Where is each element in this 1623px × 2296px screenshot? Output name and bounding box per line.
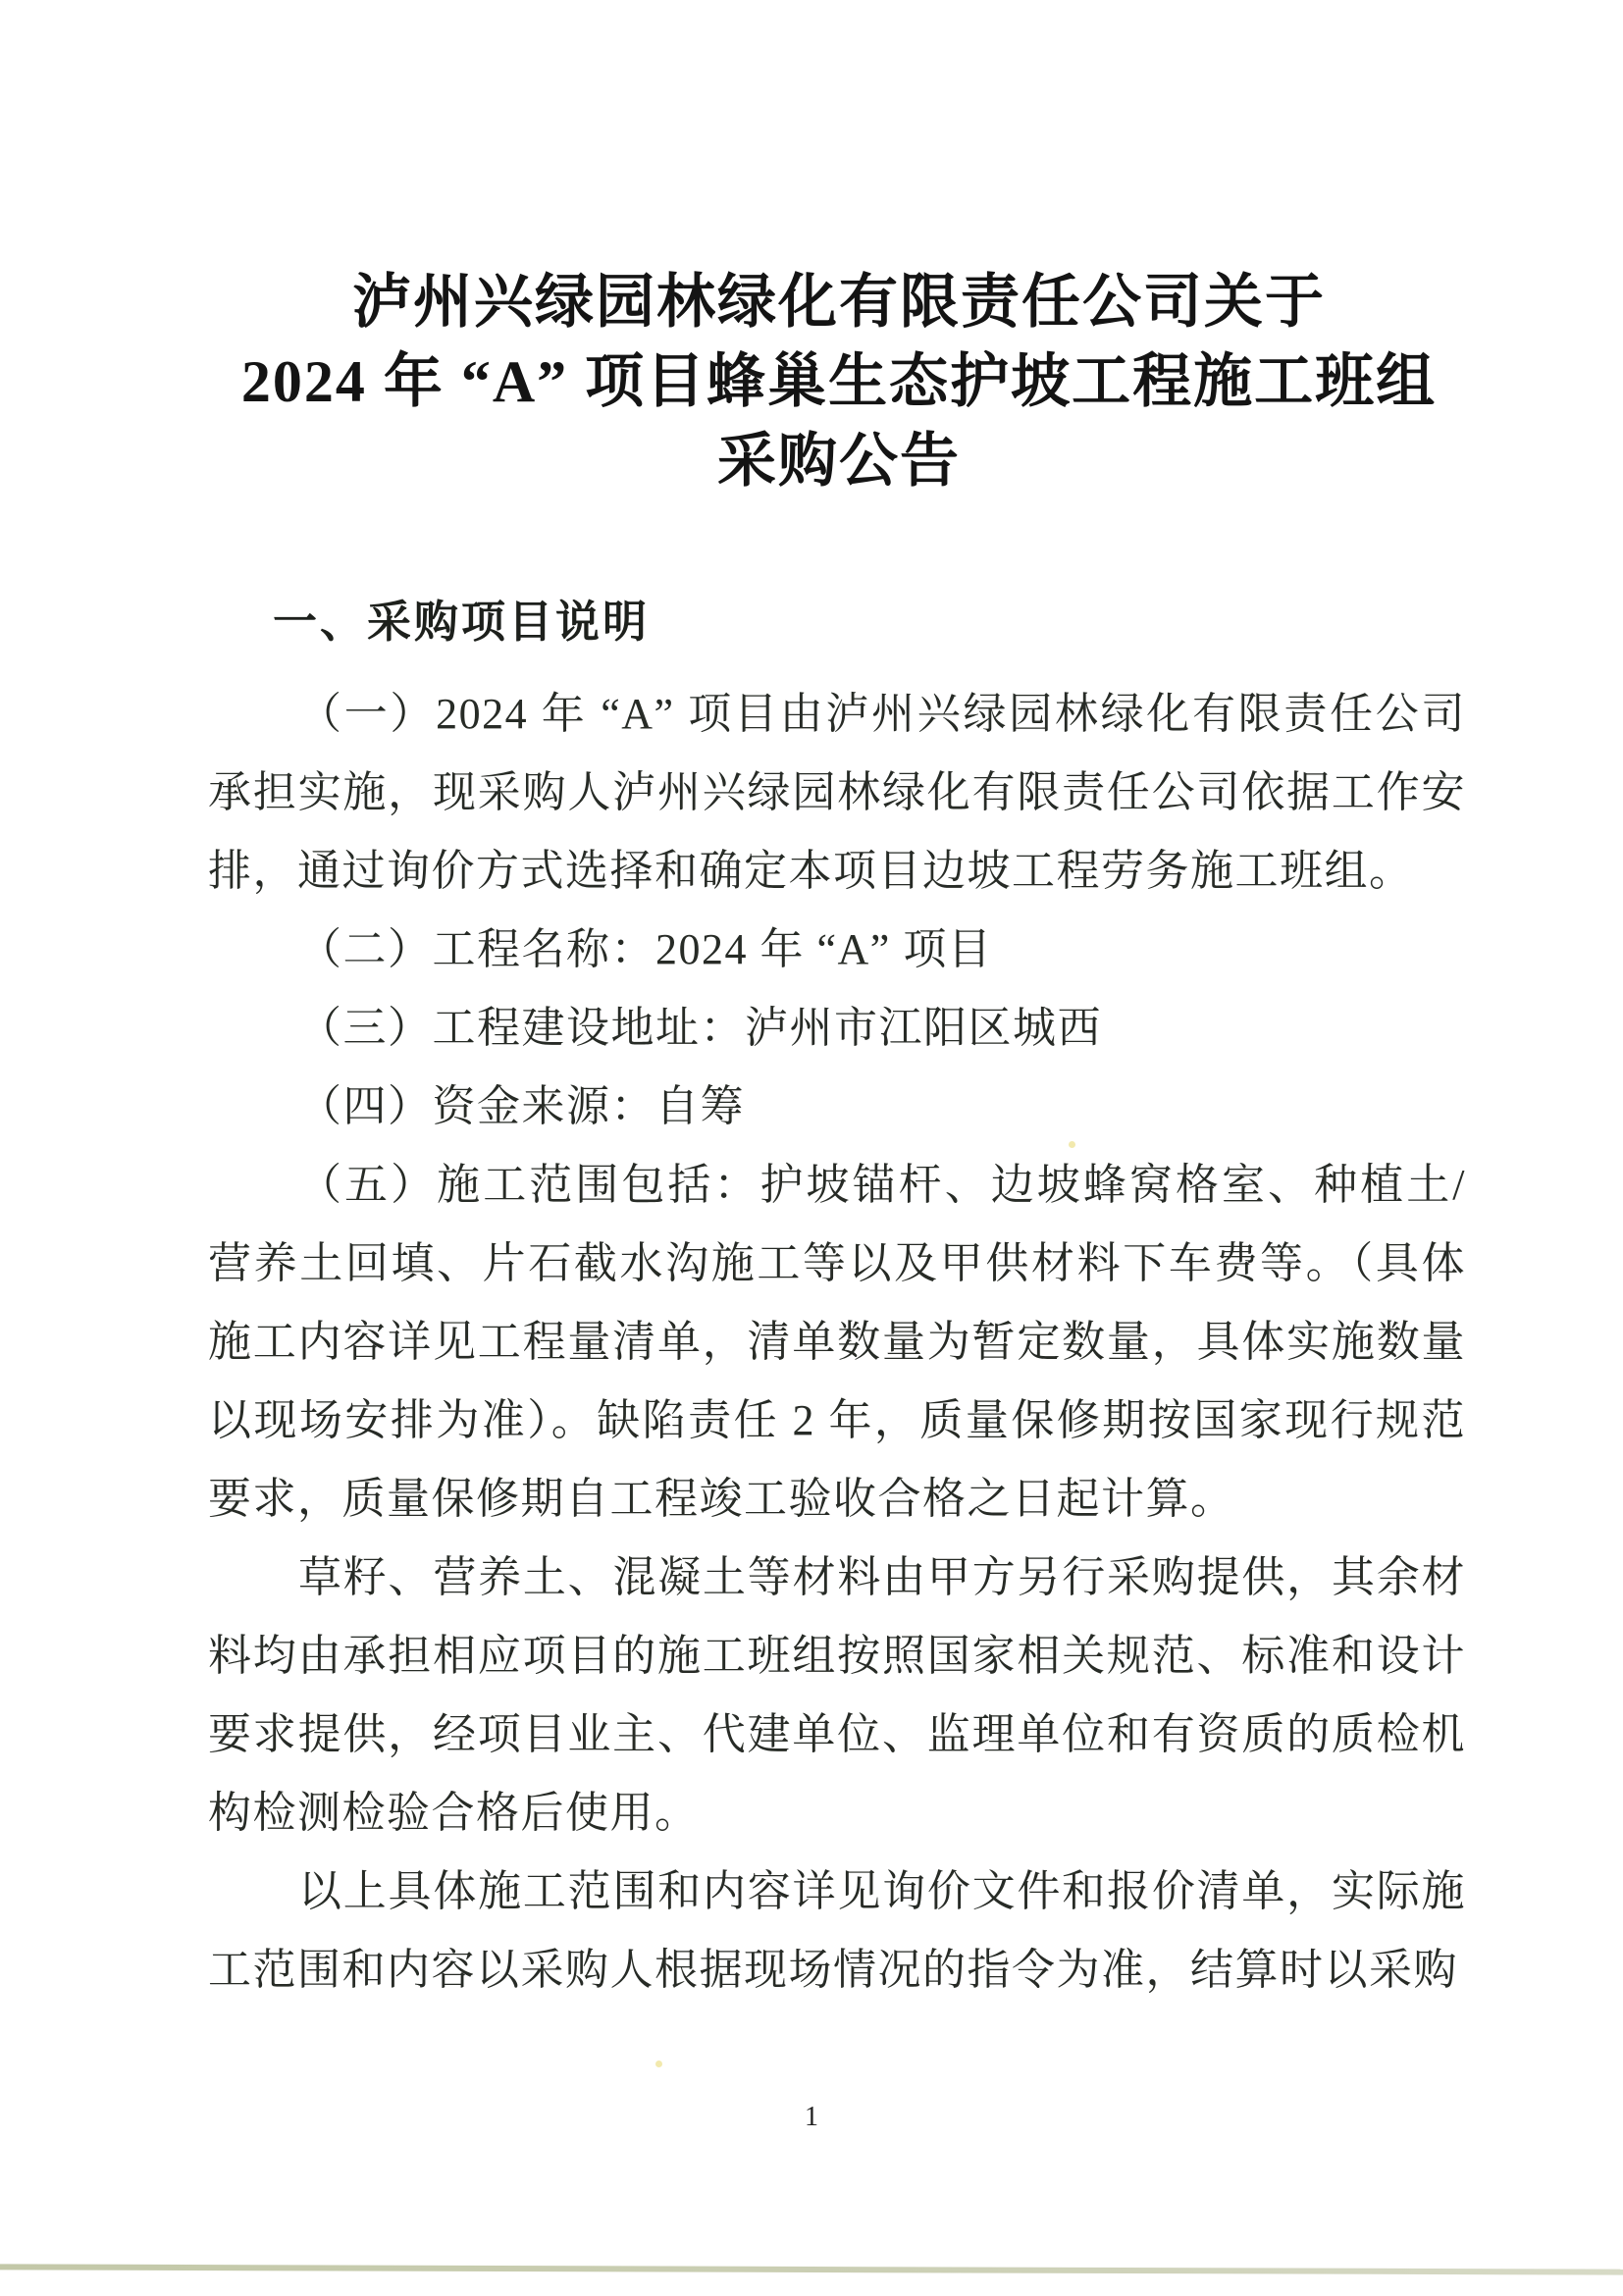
paragraph-4: （四）资金来源：自筹: [298, 1082, 745, 1130]
scan-speck: [1069, 1141, 1075, 1148]
scan-speck: [655, 2061, 662, 2067]
page-number: 1: [805, 2102, 818, 2132]
title-line-3: 采购公告: [717, 429, 961, 494]
paragraph-7: 以上具体施工范围和内容详见询价文件和报价清单，实际施工范围和内容以采购人根据现场情况的指令为准，结算时以采购: [208, 1867, 1466, 1994]
document-title: [208, 263, 1470, 501]
paragraph-6: 草籽、营养土、混凝土等材料由甲方另行采购提供，其余材料均由承担相应项目的施工班组按照国家相关规范、标准和设计要求提供，经项目业主、代建单位、监理单位和有资质的质检机构检测检验合格后使用。: [208, 1553, 1466, 1837]
title-line-1: 泸州兴绿园林绿化有限责任公司关于: [352, 270, 1326, 335]
paragraph-3: （三）工程建设地址：泸州市江阳区城西: [298, 1004, 1102, 1052]
section-heading: 一、采购项目说明: [273, 597, 651, 647]
paragraph-1: （一）2024 年 “A” 项目由泸州兴绿园林绿化有限责任公司承担实施，现采购人泸州兴绿园林绿化有限责任公司依据工作安排，通过询价方式选择和确定本项目边坡工程劳务施工班组。: [208, 690, 1466, 895]
title-line-2: 2024 年 “A” 项目蜂巢生态护坡工程施工班组: [240, 349, 1438, 414]
scan-edge-artifact: [0, 2264, 1623, 2274]
paragraph-5: （五）施工范围包括：护坡锚杆、边坡蜂窝格室、种植土/营养土回填、片石截水沟施工等以及甲供材料下车费等。（具体施工内容详见工程量清单，清单数量为暂定数量，具体实施数量以现场安排为准）。缺陷责任 2 年，质量保修期按国家现行规范要求，质量保修期自工程竣工验收合格之日起计算。: [208, 1161, 1466, 1523]
paragraph-2: （二）工程名称：2024 年 “A” 项目: [298, 925, 993, 973]
document-body: [208, 675, 1466, 2009]
